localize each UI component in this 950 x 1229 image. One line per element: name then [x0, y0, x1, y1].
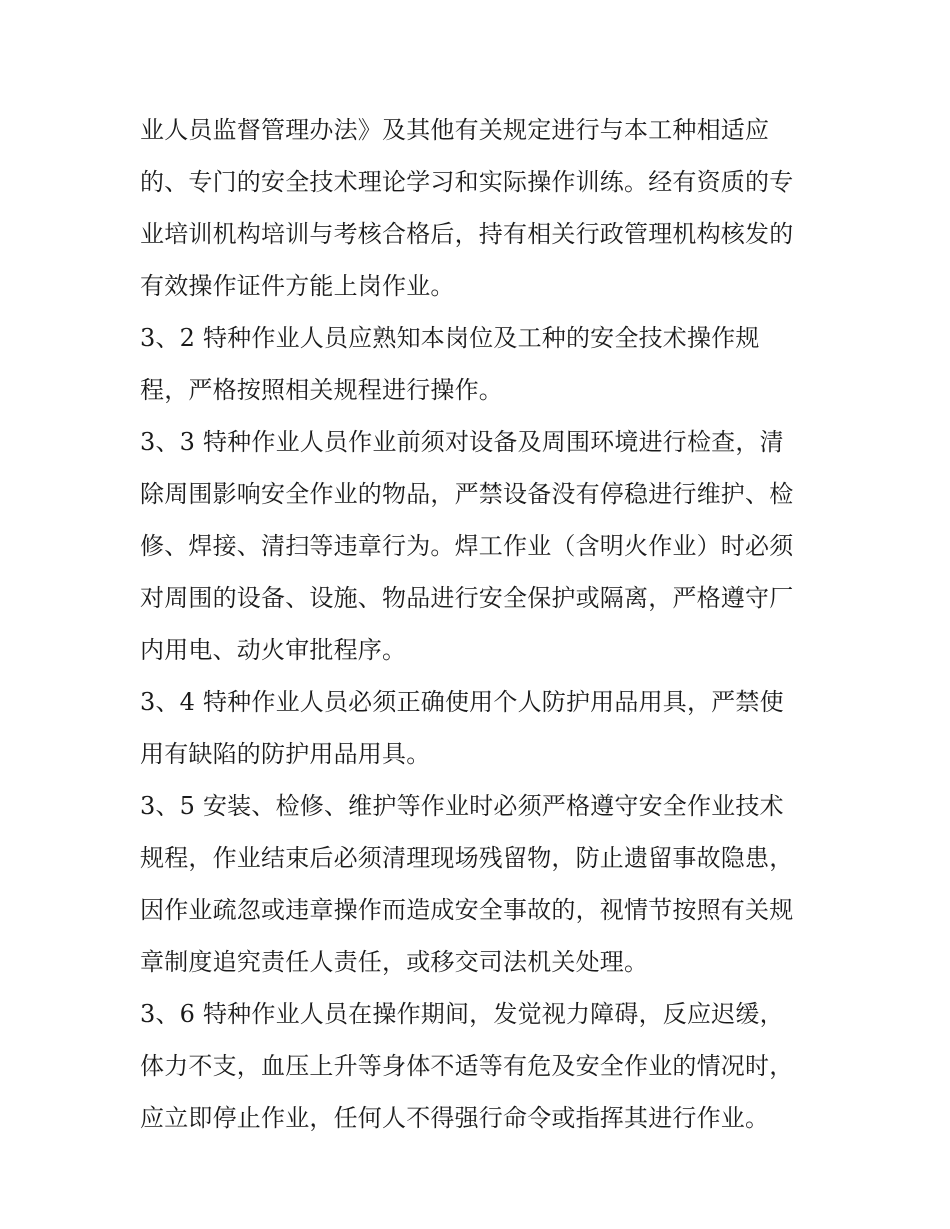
text-line: 有效操作证件方能上岗作业。 — [140, 272, 455, 300]
text-line: 对周围的设备、设施、物品进行安全保护或隔离，严格遵守厂 — [140, 584, 794, 612]
text-line: 修、焊接、清扫等违章行为。焊工作业（含明火作业）时必须 — [140, 532, 794, 560]
text-line: 业培训机构培训与考核合格后，持有相关行政管理机构核发的 — [140, 220, 794, 248]
text-line: 章制度追究责任人责任，或移交司法机关处理。 — [140, 948, 649, 976]
text-line: 3、5 安装、检修、维护等作业时必须严格遵守安全作业技术 — [140, 792, 784, 820]
text-line: 内用电、动火审批程序。 — [140, 636, 407, 664]
text-line: 应立即停止作业，任何人不得强行命令或指挥其进行作业。 — [140, 1104, 770, 1132]
text-line: 用有缺陷的防护用品用具。 — [140, 740, 431, 768]
text-line: 体力不支，血压上升等身体不适等有危及安全作业的情况时， — [140, 1052, 794, 1080]
text-line: 3、3 特种作业人员作业前须对设备及周围环境进行检查，清 — [140, 428, 784, 456]
text-line: 除周围影响安全作业的物品，严禁设备没有停稳进行维护、检 — [140, 480, 794, 508]
text-line: 3、2 特种作业人员应熟知本岗位及工种的安全技术操作规 — [140, 324, 760, 352]
text-line: 业人员监督管理办法》及其他有关规定进行与本工种相适应 — [140, 116, 770, 144]
text-line: 因作业疏忽或违章操作而造成安全事故的，视情节按照有关规 — [140, 896, 794, 924]
text-line: 的、专门的安全技术理论学习和实际操作训练。经有资质的专 — [140, 168, 794, 196]
text-line: 规程，作业结束后必须清理现场残留物，防止遗留事故隐患， — [140, 844, 794, 872]
text-line: 3、6 特种作业人员在操作期间，发觉视力障碍，反应迟缓， — [140, 1000, 784, 1028]
document-body — [140, 104, 830, 1144]
text-line: 程，严格按照相关规程进行操作。 — [140, 376, 503, 404]
text-line: 3、4 特种作业人员必须正确使用个人防护用品用具，严禁使 — [140, 688, 784, 716]
